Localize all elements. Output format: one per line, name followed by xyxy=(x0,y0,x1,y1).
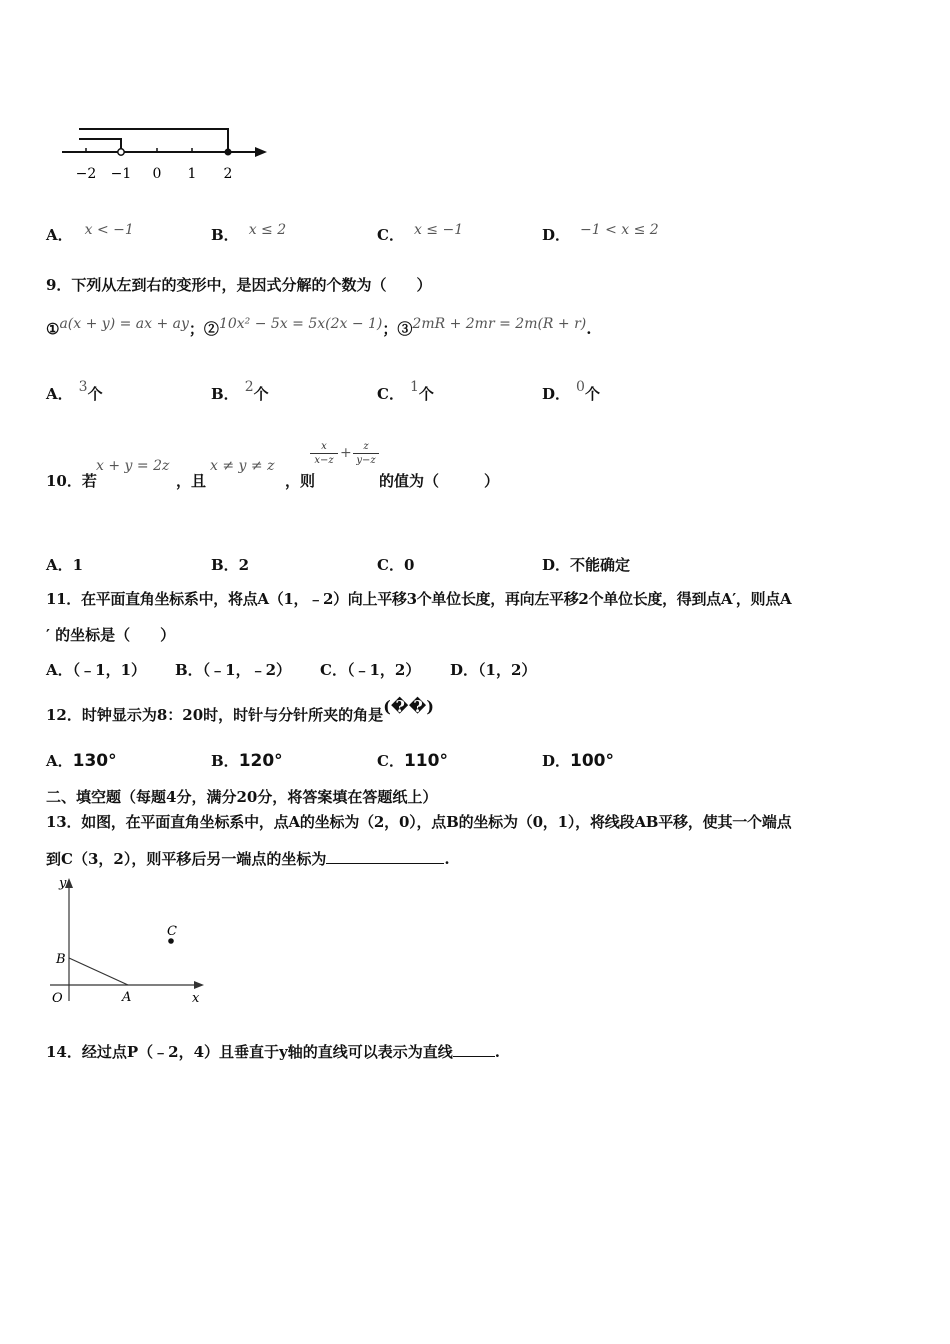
tick-label: 2 xyxy=(223,166,233,182)
separator: ；② xyxy=(188,320,219,338)
q10-fraction-2 xyxy=(353,440,379,467)
q8-option-d xyxy=(542,224,659,245)
q10-mid1: ，且 xyxy=(176,472,207,490)
point-c xyxy=(168,938,174,944)
option-number: 0 xyxy=(576,379,585,395)
segment-ab xyxy=(69,958,128,985)
option-unit: 个 xyxy=(584,385,600,403)
option-label: B． xyxy=(211,752,239,770)
q9-option-b xyxy=(211,379,269,404)
q9-option-c xyxy=(377,379,434,404)
separator: ；③ xyxy=(382,320,413,338)
section-heading: 二、填空题（每题4分，满分20分，将答案填在答题纸上） xyxy=(46,788,438,806)
option-unit: 个 xyxy=(87,385,103,403)
q11-option-d: D．（1，2） xyxy=(450,661,537,679)
q12-blank-parens: (��) xyxy=(383,697,434,716)
q11-line1: 11．在平面直角坐标系中，将点A（1，﹣2）向上平移3个单位长度，再向左平移2个单位长度，得到点A′，则点A xyxy=(46,590,792,608)
q9-expressions xyxy=(46,318,592,339)
q12-option-c xyxy=(377,750,448,771)
expr-2: 10x² − 5x = 5x(2x − 1) xyxy=(218,316,383,332)
q10-suffix: 的值为（ ） xyxy=(379,472,500,490)
answer-blank[interactable] xyxy=(326,848,444,864)
q11-option-c: C．（﹣1，2） xyxy=(320,661,421,679)
q14-text: 14．经过点P（﹣2，4）且垂直于y轴的直线可以表示为直线 xyxy=(46,1043,453,1061)
option-unit: 个 xyxy=(253,385,269,403)
label-o: O xyxy=(52,991,63,1006)
q9-option-a xyxy=(46,379,103,404)
plus-sign: + xyxy=(340,445,352,461)
option-number: 2 xyxy=(244,379,254,395)
option-number: 3 xyxy=(78,379,88,395)
option-label: C． xyxy=(377,385,404,403)
q10-option-b: B．2 xyxy=(211,556,250,574)
q12-text: 12．时钟显示为8：20时，时针与分针所夹的角是 xyxy=(46,706,384,724)
option-value: 120° xyxy=(238,751,283,771)
x-axis-arrow xyxy=(194,981,204,989)
q9-stem: 9．下列从左到右的变形中，是因式分解的个数为（ ） xyxy=(46,276,432,294)
tick-label: 0 xyxy=(152,166,162,182)
denominator: y−z xyxy=(356,455,376,466)
bracket-upper xyxy=(79,129,228,152)
option-label: B． xyxy=(211,226,239,244)
q10-cond1: x + y = 2z xyxy=(96,458,170,474)
q10-cond2: x ≠ y ≠ z xyxy=(210,458,275,474)
q9-option-d xyxy=(542,379,600,404)
tick-label: 1 xyxy=(187,166,197,182)
tick-label: −1 xyxy=(110,166,132,182)
option-math: x < −1 xyxy=(84,222,134,238)
closed-point xyxy=(225,149,232,156)
q8-option-b xyxy=(211,224,286,245)
answer-blank[interactable] xyxy=(453,1041,495,1057)
expr-3: 2mR + 2mr = 2m(R + r) xyxy=(412,316,587,332)
q12-stem xyxy=(46,697,434,725)
label-x: x xyxy=(192,991,200,1006)
q10-mid2: ，则 xyxy=(285,472,316,490)
q12-option-b xyxy=(211,750,283,771)
option-value: 100° xyxy=(570,751,615,771)
option-label: B． xyxy=(211,385,239,403)
q10-prefix: 10．若 xyxy=(46,472,97,490)
numerator: x xyxy=(310,440,338,454)
q12-option-d xyxy=(542,750,614,771)
label-b: B xyxy=(56,952,66,967)
expr-1: a(x + y) = ax + ay xyxy=(59,316,189,332)
period: . xyxy=(494,1043,500,1061)
q11-option-b: B．（﹣1，﹣2） xyxy=(175,661,292,679)
numerator: z xyxy=(353,440,379,454)
option-label: D． xyxy=(542,385,571,403)
label-a: A xyxy=(122,990,132,1005)
option-label: C． xyxy=(377,226,404,244)
circled-one: ① xyxy=(46,320,60,338)
label-y: y xyxy=(59,876,67,891)
label-c: C xyxy=(167,924,177,939)
option-label: D． xyxy=(542,752,571,770)
option-value: 110° xyxy=(403,751,448,771)
q10-option-a: A．1 xyxy=(46,556,84,574)
option-math: x ≤ −1 xyxy=(413,222,464,238)
q14 xyxy=(46,1041,500,1062)
period: . xyxy=(586,320,592,338)
q10-option-c: C．0 xyxy=(377,556,415,574)
q13-text: 到C（3，2），则平移后另一端点的坐标为 xyxy=(46,850,327,868)
coordinate-figure xyxy=(40,873,215,1013)
q10-option-d: D．不能确定 xyxy=(542,556,631,574)
q11-line2: ′ 的坐标是（ ） xyxy=(46,626,176,644)
open-point xyxy=(118,149,124,155)
q8-option-a xyxy=(46,224,134,245)
option-math: −1 < x ≤ 2 xyxy=(580,222,659,238)
option-math: x ≤ 2 xyxy=(248,222,287,238)
q13-line2 xyxy=(46,848,450,869)
period: . xyxy=(444,850,450,868)
denominator: x−z xyxy=(314,455,334,466)
number-line-figure xyxy=(55,118,285,188)
option-unit: 个 xyxy=(418,385,434,403)
q8-option-c xyxy=(377,224,463,245)
option-value: 130° xyxy=(72,751,117,771)
option-label: A． xyxy=(46,752,73,770)
q13-line1: 13．如图，在平面直角坐标系中，点A的坐标为（2，0），点B的坐标为（0，1），将线段AB平移，使其一个端点 xyxy=(46,813,792,831)
option-label: A． xyxy=(46,385,73,403)
option-label: C． xyxy=(377,752,404,770)
q12-option-a xyxy=(46,750,117,771)
number-line-arrow xyxy=(255,147,267,157)
option-label: D． xyxy=(542,226,571,244)
q11-option-a: A．（﹣1，1） xyxy=(46,661,147,679)
q10-fraction-1 xyxy=(310,440,338,467)
tick-label: −2 xyxy=(75,166,97,182)
option-number: 1 xyxy=(409,379,419,395)
option-label: A． xyxy=(46,226,73,244)
